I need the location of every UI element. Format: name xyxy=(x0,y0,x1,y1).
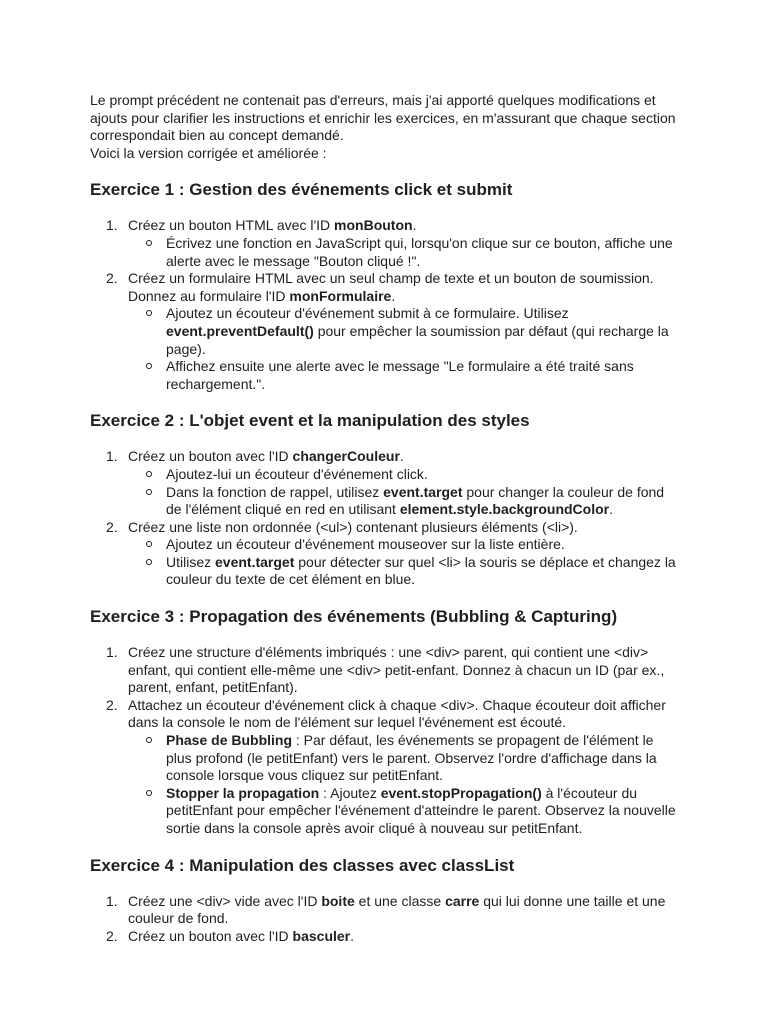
list-item xyxy=(128,519,678,589)
sub-list-item xyxy=(166,305,678,358)
term-label: Phase de Bubbling xyxy=(166,732,293,749)
exercise-3-list xyxy=(90,644,678,838)
code-term: monBouton xyxy=(334,217,413,234)
item-text: Créez un formulaire HTML avec un seul champ de texte et un bouton de soumission. Donnez au formulaire l'ID xyxy=(128,270,654,304)
item-text: qui lui donne une taille et une couleur de fond. xyxy=(128,892,666,927)
sub-list-item: Ajoutez un écouteur d'événement mouseover sur la liste entière. xyxy=(166,536,678,554)
item-text: Créez une liste non ordonnée (<ul>) contenant plusieurs éléments (<li>). xyxy=(128,518,578,535)
item-text: Créez un bouton avec l'ID xyxy=(128,448,293,465)
intro-paragraph: Le prompt précédent ne contenait pas d'erreurs, mais j'ai apporté quelques modifications et ajouts pour clarifier les instructions et enrichir les exercices, en m'assurant que chaque section correspondait bien au concept demandé. xyxy=(90,92,676,144)
sub-list xyxy=(128,536,678,589)
sub-list xyxy=(128,235,678,270)
exercise-1-title: Exercice 1 : Gestion des événements click et submit xyxy=(90,180,513,200)
code-term: monFormulaire xyxy=(289,287,392,304)
sub-list-item xyxy=(166,785,678,838)
item-text: pour changer la couleur de fond de l'élément cliqué en red en utilisant xyxy=(166,483,665,518)
item-text: Créez une <div> vide avec l'ID xyxy=(128,892,322,909)
list-item xyxy=(128,270,678,393)
exercise-2-list xyxy=(90,448,678,589)
item-text: pour détecter sur quel <li> la souris se déplace et changez la couleur du texte de cet élément en blue. xyxy=(166,553,676,588)
code-term: carre xyxy=(445,892,480,909)
sub-list-item: Affichez ensuite une alerte avec le message "Le formulaire a été traité sans rechargement.". xyxy=(166,358,678,393)
list-item xyxy=(128,928,678,946)
sub-list xyxy=(128,305,678,393)
item-text: Dans la fonction de rappel, utilisez xyxy=(166,483,384,500)
sub-list-item: Écrivez une fonction en JavaScript qui, lorsqu'on clique sur ce bouton, affiche une alerte avec le message "Bouton cliqué !". xyxy=(166,235,678,270)
item-text: : Ajoutez xyxy=(319,784,381,801)
list-item: Créez une structure d'éléments imbriqués : une <div> parent, qui contient une <div> enfant, qui contient elle-même une <div> petit-enfant. Donnez à chacun un ID (par ex., parent, enfant, petitEnfant). xyxy=(128,644,665,696)
sub-list xyxy=(128,732,678,838)
exercise-4-title: Exercice 4 : Manipulation des classes avec classList xyxy=(90,855,515,875)
code-term: changerCouleur xyxy=(292,448,400,465)
list-item xyxy=(128,893,678,928)
code-term: event.target xyxy=(383,483,463,500)
list-item xyxy=(128,448,678,518)
item-text: . xyxy=(412,217,417,234)
code-term: boite xyxy=(321,892,355,909)
item-text: . xyxy=(609,501,613,518)
term-label: Stopper la propagation xyxy=(166,784,320,801)
code-term: event.stopPropagation() xyxy=(380,784,542,801)
code-term: basculer xyxy=(292,927,351,944)
code-term: event.preventDefault() xyxy=(166,322,314,339)
item-text: . xyxy=(350,927,355,944)
list-item xyxy=(128,217,678,270)
list-item xyxy=(128,697,678,838)
item-text: . xyxy=(391,287,396,304)
sub-list-item xyxy=(166,484,678,519)
item-text: Créez un bouton avec l'ID xyxy=(128,927,293,944)
exercise-3-title: Exercice 3 : Propagation des événements (Bubbling & Capturing) xyxy=(90,607,618,627)
item-text: : Par défaut, les événements se propagent de l'élément le plus profond (le petitEnfant) vers le parent. Observez l'ordre d'affichage dans la console lorsque vous cliquez sur petitEnfant. xyxy=(166,732,657,784)
exercise-4-list xyxy=(90,893,678,946)
code-term: event.target xyxy=(215,553,295,570)
intro-lead: Voici la version corrigée et améliorée : xyxy=(90,144,327,161)
item-text: et une classe xyxy=(354,892,446,909)
item-text: Ajoutez un écouteur d'événement submit à ce formulaire. Utilisez xyxy=(166,305,569,322)
item-text: pour empêcher la soumission par défaut (qui recharge la page). xyxy=(166,322,669,357)
sub-list xyxy=(128,466,678,519)
sub-list-item: Ajoutez-lui un écouteur d'événement click. xyxy=(166,466,678,484)
exercise-2-title: Exercice 2 : L'objet event et la manipulation des styles xyxy=(90,411,530,431)
item-text: Utilisez xyxy=(166,553,216,570)
exercise-1-list xyxy=(90,217,678,393)
item-text: Attachez un écouteur d'événement click à chaque <div>. Chaque écouteur doit afficher dans la console le nom de l'élément sur lequel l'événement est écouté. xyxy=(128,696,666,731)
item-text: Créez un bouton HTML avec l'ID xyxy=(128,217,335,234)
item-text: à l'écouteur du petitEnfant pour empêcher l'événement d'atteindre le parent. Observez la nouvelle sortie dans la console après avoir cliqué à nouveau sur petitEnfant. xyxy=(166,784,676,836)
sub-list-item xyxy=(166,554,678,589)
code-term: element.style.backgroundColor xyxy=(399,501,610,518)
item-text: . xyxy=(399,448,404,465)
sub-list-item xyxy=(166,732,678,785)
